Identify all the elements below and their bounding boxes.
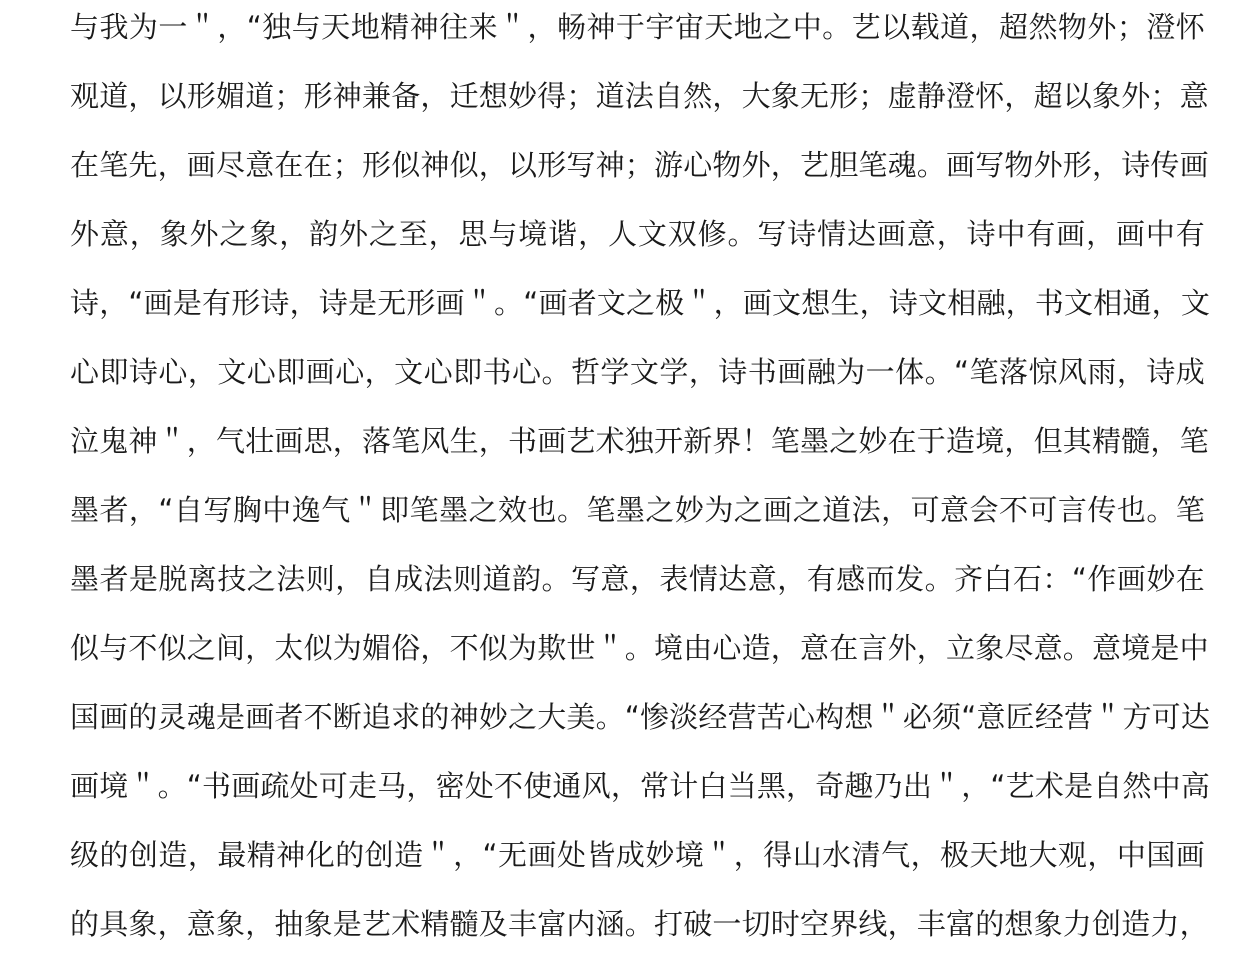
text-line: 外意，象外之象，韵外之至，思与境谐，人文双修。写诗情达画意，诗中有画，画中有 [70,217,1205,251]
text-line: 墨者，“自写胸中逸气＂即笔墨之效也。笔墨之妙为之画之道法，可意会不可言传也。笔 [70,493,1205,527]
text-line: 泣鬼神＂，气壮画思，落笔风生，书画艺术独开新界！笔墨之妙在于造境，但其精髓，笔 [70,424,1209,458]
text-line: 国画的灵魂是画者不断追求的神妙之大美。“惨淡经营苦心构想＂必须“意匠经营＂方可达 [70,700,1211,734]
text-line: 在笔先，画尽意在在；形似神似，以形写神；游心物外，艺胆笔魂。画写物外形，诗传画 [70,148,1209,182]
article-body [70,0,1211,966]
text-line: 诗，“画是有形诗，诗是无形画＂。“画者文之极＂，画文想生，诗文相融，书文相通，文 [70,286,1211,320]
text-line: 的具象，意象，抽象是艺术精髓及丰富内涵。打破一切时空界线，丰富的想象力创造力， [70,907,1209,941]
text-line: 观道，以形媚道；形神兼备，迁想妙得；道法自然，大象无形；虚静澄怀，超以象外；意 [70,79,1209,113]
text-line: 画境＂。“书画疏处可走马，密处不使通风，常计白当黑，奇趣乃出＂，“艺术是自然中高 [70,769,1211,803]
text-line: 心即诗心，文心即画心，文心即书心。哲学文学，诗书画融为一体。“笔落惊风雨，诗成 [70,355,1205,389]
text-line: 与我为一＂，“独与天地精神往来＂，畅神于宇宙天地之中。艺以载道，超然物外；澄怀 [70,10,1205,44]
text-line: 墨者是脱离技之法则，自成法则道韵。写意，表情达意，有感而发。齐白石：“作画妙在 [70,562,1205,596]
text-line: 似与不似之间，太似为媚俗，不似为欺世＂。境由心造，意在言外，立象尽意。意境是中 [70,631,1209,665]
text-line: 级的创造，最精神化的创造＂，“无画处皆成妙境＂，得山水清气，极天地大观，中国画 [70,838,1205,872]
